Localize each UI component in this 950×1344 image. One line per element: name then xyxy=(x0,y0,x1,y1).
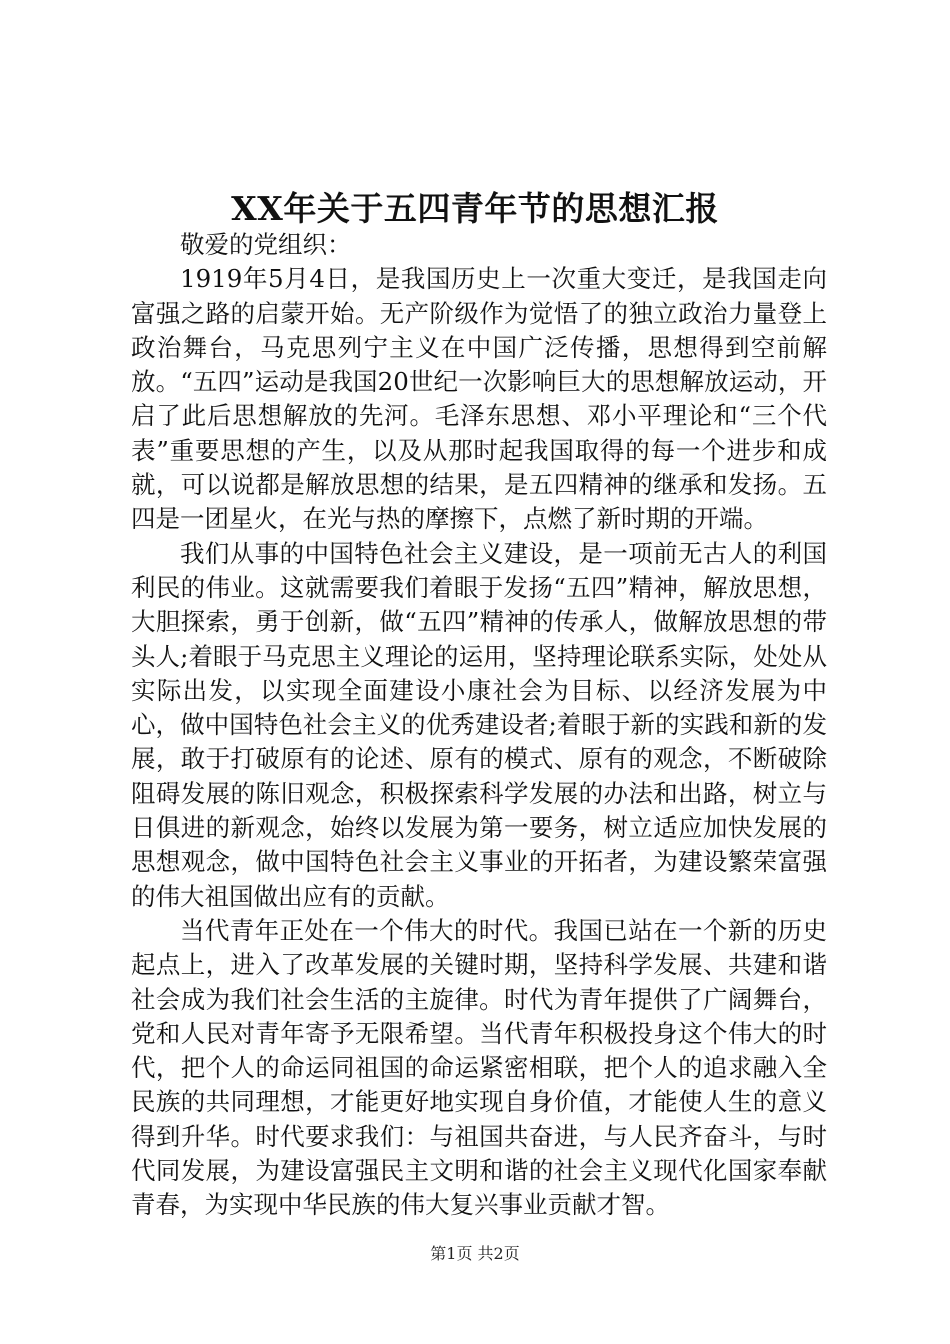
salutation: 敬爱的党组织： xyxy=(180,230,352,259)
paragraph-2: 我们从事的中国特色社会主义建设，是一项前无古人的利国利民的伟业。这就需要我们着眼于发扬“五四”精神，解放思想，大胆探索，勇于创新，做“五四”精神的传承人，做解放思想的带头人;着眼于马克思主义理论的运用，坚持理论联系实际，处处从实际出发，以实现全面建设小康社会为目标、以经济发展为中心，做中国特色社会主义的优秀建设者;着眼于新的实践和新的发展，敢于打破原有的论述、原有的模式、原有的观念，不断破除阻碍发展的陈旧观念，积极探索科学发展的办法和出路，树立与日俱进的新观念，始终以发展为第一要务，树立适应加快发展的思想观念，做中国特色社会主义事业的开拓者，为建设繁荣富强的伟大祖国做出应有的贡献。 xyxy=(131,538,827,911)
paragraph-1: 1919年5月4日，是我国历史上一次重大变迁，是我国走向富强之路的启蒙开始。无产阶级作为觉悟了的独立政治力量登上政治舞台，马克思列宁主义在中国广泛传播，思想得到空前解放。“五四”运动是我国20世纪一次影响巨大的思想解放运动，开启了此后思想解放的先河。毛泽东思想、邓小平理论和“三个代表”重要思想的产生，以及从那时起我国取得的每一个进步和成就，可以说都是解放思想的结果，是五四精神的继承和发扬。五四是一团星火，在光与热的摩擦下，点燃了新时期的开端。 xyxy=(131,264,827,534)
document-title: XX年关于五四青年节的思想汇报 xyxy=(231,189,719,228)
paragraph-3: 当代青年正处在一个伟大的时代。我国已站在一个新的历史起点上，进入了改革发展的关键时期，坚持科学发展、共建和谐社会成为我们社会生活的主旋律。时代为青年提供了广阔舞台，党和人民对青年寄予无限希望。当代青年积极投身这个伟大的时代，把个人的命运同祖国的命运紧密相联，把个人的追求融入全民族的共同理想，才能更好地实现自身价值，才能使人生的意义得到升华。时代要求我们：与祖国共奋进，与人民齐奋斗，与时代同发展，为建设富强民主文明和谐的社会主义现代化国家奉献青春，为实现中华民族的伟大复兴事业贡献才智。 xyxy=(131,915,827,1220)
page-number-footer: 第1页 共2页 xyxy=(430,1244,520,1263)
document-body xyxy=(131,228,827,1223)
